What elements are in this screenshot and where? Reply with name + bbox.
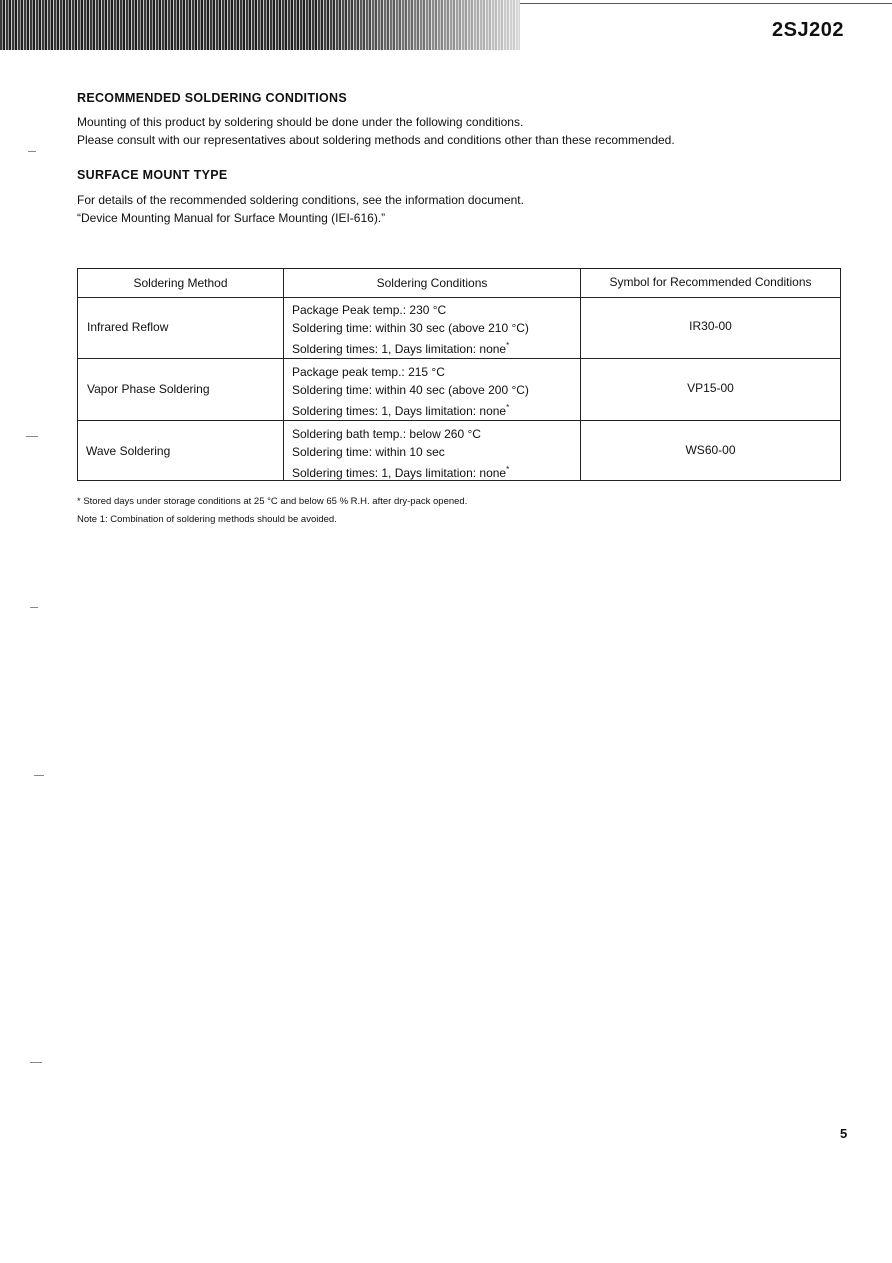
symbol-cell: VP15-00 <box>687 381 734 395</box>
footnote-storage: * Stored days under storage conditions at 25 °C and below 65 % R.H. after dry-pack opened. <box>77 496 468 507</box>
surface-line-2: “Device Mounting Manual for Surface Mounting (IEI-616).” <box>77 211 386 225</box>
header-rule <box>520 3 892 4</box>
header-symbol: Symbol for Recommended Conditions <box>609 275 812 289</box>
condition-line: Package peak temp.: 215 °C <box>292 365 445 379</box>
condition-line: Soldering time: within 40 sec (above 200 °C) <box>292 383 529 397</box>
section-heading-surface-mount: SURFACE MOUNT TYPE <box>77 168 228 182</box>
part-number: 2SJ202 <box>772 19 844 41</box>
scan-speck <box>34 775 44 776</box>
condition-line: Soldering time: within 10 sec <box>292 445 445 459</box>
footnote-note-1: Note 1: Combination of soldering methods should be avoided. <box>77 514 337 525</box>
intro-line-1: Mounting of this product by soldering should be done under the following conditions. <box>77 115 524 129</box>
condition-line: Soldering time: within 30 sec (above 210 °C) <box>292 321 529 335</box>
soldering-table <box>77 268 841 481</box>
method-cell: Wave Soldering <box>86 444 171 458</box>
header-band <box>0 0 520 50</box>
condition-line: Soldering times: 1, Days limitation: none* <box>292 341 510 356</box>
table-column-divider <box>283 269 284 480</box>
condition-line: Soldering times: 1, Days limitation: none* <box>292 465 510 480</box>
condition-line: Soldering times: 1, Days limitation: none* <box>292 403 510 418</box>
scan-speck <box>30 607 38 608</box>
conditions-cell <box>292 301 529 358</box>
conditions-cell <box>292 363 529 420</box>
method-cell: Infrared Reflow <box>87 320 169 334</box>
scan-speck <box>26 436 38 437</box>
footnote-marker: * <box>506 403 510 412</box>
surface-line-1: For details of the recommended soldering conditions, see the information document. <box>77 193 524 207</box>
conditions-cell <box>292 425 509 482</box>
table-row-divider <box>78 358 840 359</box>
method-cell: Vapor Phase Soldering <box>87 382 210 396</box>
footnote-marker: * <box>506 341 510 350</box>
condition-line: Soldering bath temp.: below 260 °C <box>292 427 481 441</box>
condition-line: Package Peak temp.: 230 °C <box>292 303 447 317</box>
scan-speck <box>30 1062 42 1063</box>
symbol-cell: WS60-00 <box>685 443 736 457</box>
page-number: 5 <box>840 1126 848 1141</box>
symbol-cell: IR30-00 <box>689 319 732 333</box>
section-heading-recommended: RECOMMENDED SOLDERING CONDITIONS <box>77 91 348 105</box>
scan-speck <box>28 151 36 152</box>
footnote-marker: * <box>506 465 510 474</box>
table-row-divider <box>78 297 840 298</box>
intro-line-2: Please consult with our representatives about soldering methods and conditions other than these recommended. <box>77 133 675 147</box>
header-soldering-conditions: Soldering Conditions <box>376 276 488 290</box>
header-soldering-method: Soldering Method <box>133 276 228 290</box>
table-row-divider <box>78 420 840 421</box>
